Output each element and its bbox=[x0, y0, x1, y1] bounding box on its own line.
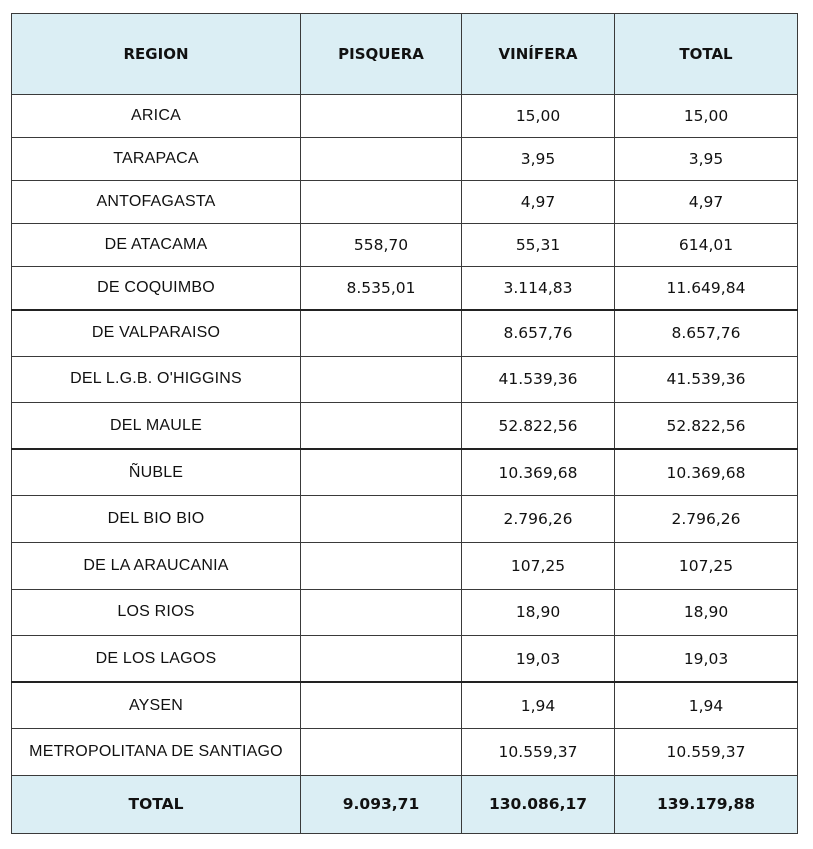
region-cell: ANTOFAGASTA bbox=[12, 181, 301, 224]
vinifera-cell: 3.114,83 bbox=[462, 267, 615, 310]
pisquera-cell bbox=[301, 449, 462, 496]
vinifera-cell: 15,00 bbox=[462, 95, 615, 138]
pisquera-cell bbox=[301, 403, 462, 450]
header-total: TOTAL bbox=[615, 14, 798, 95]
table-row bbox=[12, 95, 798, 138]
totals-total: 139.179,88 bbox=[615, 775, 798, 833]
pisquera-cell bbox=[301, 95, 462, 138]
vinifera-cell: 52.822,56 bbox=[462, 403, 615, 450]
vinifera-cell: 2.796,26 bbox=[462, 496, 615, 543]
table-row bbox=[12, 496, 798, 543]
vinifera-cell: 41.539,36 bbox=[462, 356, 615, 403]
region-cell: TARAPACA bbox=[12, 138, 301, 181]
table-row bbox=[12, 589, 798, 636]
total-cell: 11.649,84 bbox=[615, 267, 798, 310]
pisquera-cell: 558,70 bbox=[301, 224, 462, 267]
vinifera-cell: 55,31 bbox=[462, 224, 615, 267]
region-cell: DEL L.G.B. O'HIGGINS bbox=[12, 356, 301, 403]
totals-label: TOTAL bbox=[12, 775, 301, 833]
table-row bbox=[12, 138, 798, 181]
total-cell: 18,90 bbox=[615, 589, 798, 636]
region-cell: AYSEN bbox=[12, 682, 301, 729]
vinifera-cell: 19,03 bbox=[462, 636, 615, 683]
pisquera-cell bbox=[301, 496, 462, 543]
table-row bbox=[12, 542, 798, 589]
header-region: REGION bbox=[12, 14, 301, 95]
region-cell: DE ATACAMA bbox=[12, 224, 301, 267]
region-cell: ARICA bbox=[12, 95, 301, 138]
pisquera-cell bbox=[301, 589, 462, 636]
total-cell: 41.539,36 bbox=[615, 356, 798, 403]
region-cell: DE LA ARAUCANIA bbox=[12, 542, 301, 589]
region-cell: DEL MAULE bbox=[12, 403, 301, 450]
header-pisquera: PISQUERA bbox=[301, 14, 462, 95]
table-row bbox=[12, 682, 798, 729]
region-cell: LOS RIOS bbox=[12, 589, 301, 636]
header-row bbox=[12, 14, 798, 95]
vinifera-cell: 4,97 bbox=[462, 181, 615, 224]
table-row bbox=[12, 356, 798, 403]
pisquera-cell bbox=[301, 310, 462, 357]
vinifera-cell: 10.559,37 bbox=[462, 729, 615, 776]
table-row bbox=[12, 636, 798, 683]
pisquera-cell bbox=[301, 729, 462, 776]
total-cell: 19,03 bbox=[615, 636, 798, 683]
region-table bbox=[11, 13, 798, 834]
region-cell: DE VALPARAISO bbox=[12, 310, 301, 357]
totals-vinifera: 130.086,17 bbox=[462, 775, 615, 833]
total-cell: 15,00 bbox=[615, 95, 798, 138]
total-cell: 52.822,56 bbox=[615, 403, 798, 450]
region-cell: DE COQUIMBO bbox=[12, 267, 301, 310]
pisquera-cell bbox=[301, 636, 462, 683]
total-cell: 614,01 bbox=[615, 224, 798, 267]
vinifera-cell: 18,90 bbox=[462, 589, 615, 636]
total-cell: 8.657,76 bbox=[615, 310, 798, 357]
pisquera-cell bbox=[301, 138, 462, 181]
region-cell: METROPOLITANA DE SANTIAGO bbox=[12, 729, 301, 776]
total-cell: 107,25 bbox=[615, 542, 798, 589]
region-cell: DEL BIO BIO bbox=[12, 496, 301, 543]
vinifera-cell: 10.369,68 bbox=[462, 449, 615, 496]
vinifera-cell: 3,95 bbox=[462, 138, 615, 181]
vinifera-cell: 8.657,76 bbox=[462, 310, 615, 357]
table-row bbox=[12, 267, 798, 310]
totals-row bbox=[12, 775, 798, 833]
table-row bbox=[12, 449, 798, 496]
pisquera-cell bbox=[301, 542, 462, 589]
total-cell: 3,95 bbox=[615, 138, 798, 181]
region-cell: DE LOS LAGOS bbox=[12, 636, 301, 683]
totals-pisquera: 9.093,71 bbox=[301, 775, 462, 833]
region-cell: ÑUBLE bbox=[12, 449, 301, 496]
total-cell: 1,94 bbox=[615, 682, 798, 729]
total-cell: 10.559,37 bbox=[615, 729, 798, 776]
total-cell: 2.796,26 bbox=[615, 496, 798, 543]
table-row bbox=[12, 310, 798, 357]
total-cell: 4,97 bbox=[615, 181, 798, 224]
table-row bbox=[12, 729, 798, 776]
header-vinifera: VINÍFERA bbox=[462, 14, 615, 95]
table-row bbox=[12, 181, 798, 224]
table-row bbox=[12, 224, 798, 267]
table-row bbox=[12, 403, 798, 450]
vinifera-cell: 1,94 bbox=[462, 682, 615, 729]
total-cell: 10.369,68 bbox=[615, 449, 798, 496]
pisquera-cell bbox=[301, 682, 462, 729]
vinifera-cell: 107,25 bbox=[462, 542, 615, 589]
pisquera-cell: 8.535,01 bbox=[301, 267, 462, 310]
pisquera-cell bbox=[301, 356, 462, 403]
pisquera-cell bbox=[301, 181, 462, 224]
